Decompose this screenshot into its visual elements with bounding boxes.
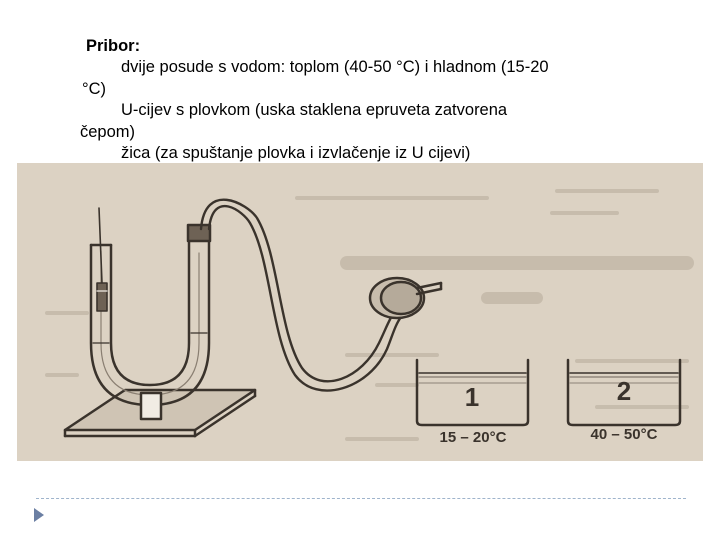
vessel-1-number: 1 — [464, 382, 480, 412]
slide-title: Pribor: — [86, 37, 141, 55]
apparatus-drawing — [17, 163, 703, 461]
heat-receiver — [370, 278, 441, 318]
equipment-line-2-continued: čepom) — [80, 123, 136, 141]
slide-divider — [36, 498, 686, 499]
equipment-line-1: dvije posude s vodom: toplom (40-50 °C) i hladnom (15-20 — [121, 58, 549, 76]
float-and-wire — [97, 208, 107, 311]
equipment-line-3: žica (za spuštanje plovka i izvlačenje iz U cijevi) — [121, 144, 471, 162]
vessel-2-temperature-label: 40 – 50°C — [590, 426, 658, 443]
stopper — [188, 225, 210, 241]
equipment-line-2: U-cijev s plovkom (uska staklena epruveta zatvorena — [121, 101, 508, 119]
triangle-bullet-icon — [34, 508, 44, 522]
apparatus-illustration — [17, 163, 703, 461]
equipment-line-1-continued: °C) — [82, 80, 107, 98]
vessel-1-temperature-label: 15 – 20°C — [439, 429, 507, 446]
vessel-2-number: 2 — [616, 376, 632, 406]
tube-clamp — [141, 393, 161, 419]
u-tube — [91, 235, 209, 405]
